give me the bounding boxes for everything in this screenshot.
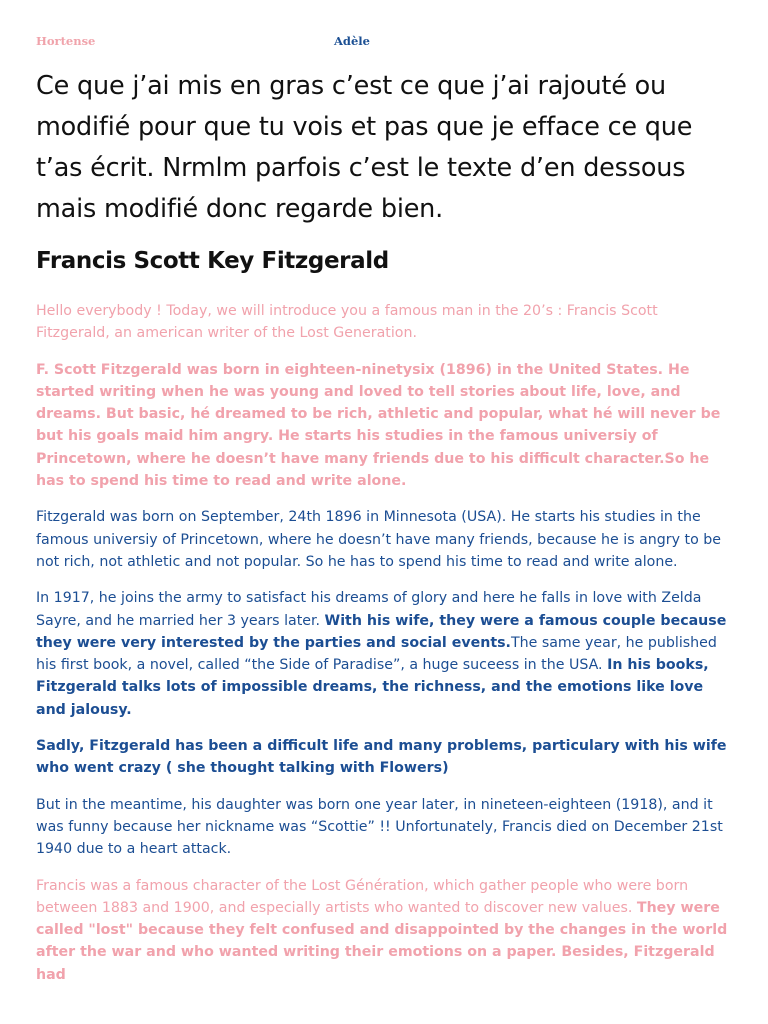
paragraph-segment: Francis was a famous character of the Lost Génération, which gather people who were born between 1883 and 1900, and especially artists who wanted to discover new values. bbox=[36, 877, 689, 916]
paragraph-daughter-death: But in the meantime, his daughter was born one year later, in nineteen-eighteen (1918), and it was funny because her nickname was “Scottie” !! Unfortunately, Francis died on December 21st 1940 due to a heart attack. bbox=[36, 796, 723, 858]
paragraph-lost-generation bbox=[36, 875, 730, 986]
paragraph-early-life-bold: F. Scott Fitzgerald was born in eighteen-ninetysix (1896) in the United States. He started writing when he was young and loved to tell stories about life, love, and dreams. But basic, hé dreamed to be rich, athletic and popular, what hé will never be but his goals maid him angry. He starts his studies in the famous universiy of Princetown, where he doesn’t have many friends due to his difficult character.So he has to spend his time to read and write alone. bbox=[36, 361, 721, 490]
paragraph-segment-bold: With his wife, they were a famous couple because they were very interested by the parties and social events. bbox=[36, 612, 727, 651]
paragraph-birth-studies: Fitzgerald was born on September, 24th 1896 in Minnesota (USA). He starts his studies in the famous universiy of Princetown, where he doesn’t have many friends, because he is angry to be not rich, not athletic and not popular. So he has to spend his time to read and write alone. bbox=[36, 509, 722, 570]
author-color-legend bbox=[36, 34, 736, 52]
document-title: Francis Scott Key Fitzgerald bbox=[36, 248, 389, 274]
paragraph-segment-bold: In his books, Fitzgerald talks lots of impossible dreams, the richness, and the emotions like love and jalousy. bbox=[36, 657, 709, 718]
paragraph-army-marriage bbox=[36, 587, 730, 721]
paragraph-difficult-life: Sadly, Fitzgerald has been a difficult life and many problems, particulary with his wife who went crazy ( she thought talking with Flowers) bbox=[36, 738, 727, 777]
intro-note: Ce que j’ai mis en gras c’est ce que j’ai rajouté ou modifié pour que tu vois et pas que je efface ce que t’as écrit. Nrmlm parfois c’est le texte d’en dessous mais modifié donc regarde bien. bbox=[36, 71, 693, 224]
paragraph-introduction: Hello everybody ! Today, we will introduce you a famous man in the 20’s : Francis Scott Fitzgerald, an american writer of the Lost Generation. bbox=[36, 303, 658, 342]
paragraph-segment: The same year, he published his first book, a novel, called “the Side of Paradise”, a huge suceess in the USA. bbox=[36, 634, 717, 674]
paragraph-segment-bold: They were called "lost" because they felt confused and disappointed by the changes in the world after the war and who wanted writing their emotions on a paper. Besides, Fitzgerald had bbox=[36, 899, 728, 983]
document-body bbox=[36, 300, 730, 1000]
author-label-hortense: Hortense bbox=[36, 34, 96, 48]
author-label-adele: Adèle bbox=[334, 34, 370, 48]
paragraph-segment: In 1917, he joins the army to satisfact his dreams of glory and here he falls in love with Zelda Sayre, and he married her 3 years later. bbox=[36, 590, 702, 629]
